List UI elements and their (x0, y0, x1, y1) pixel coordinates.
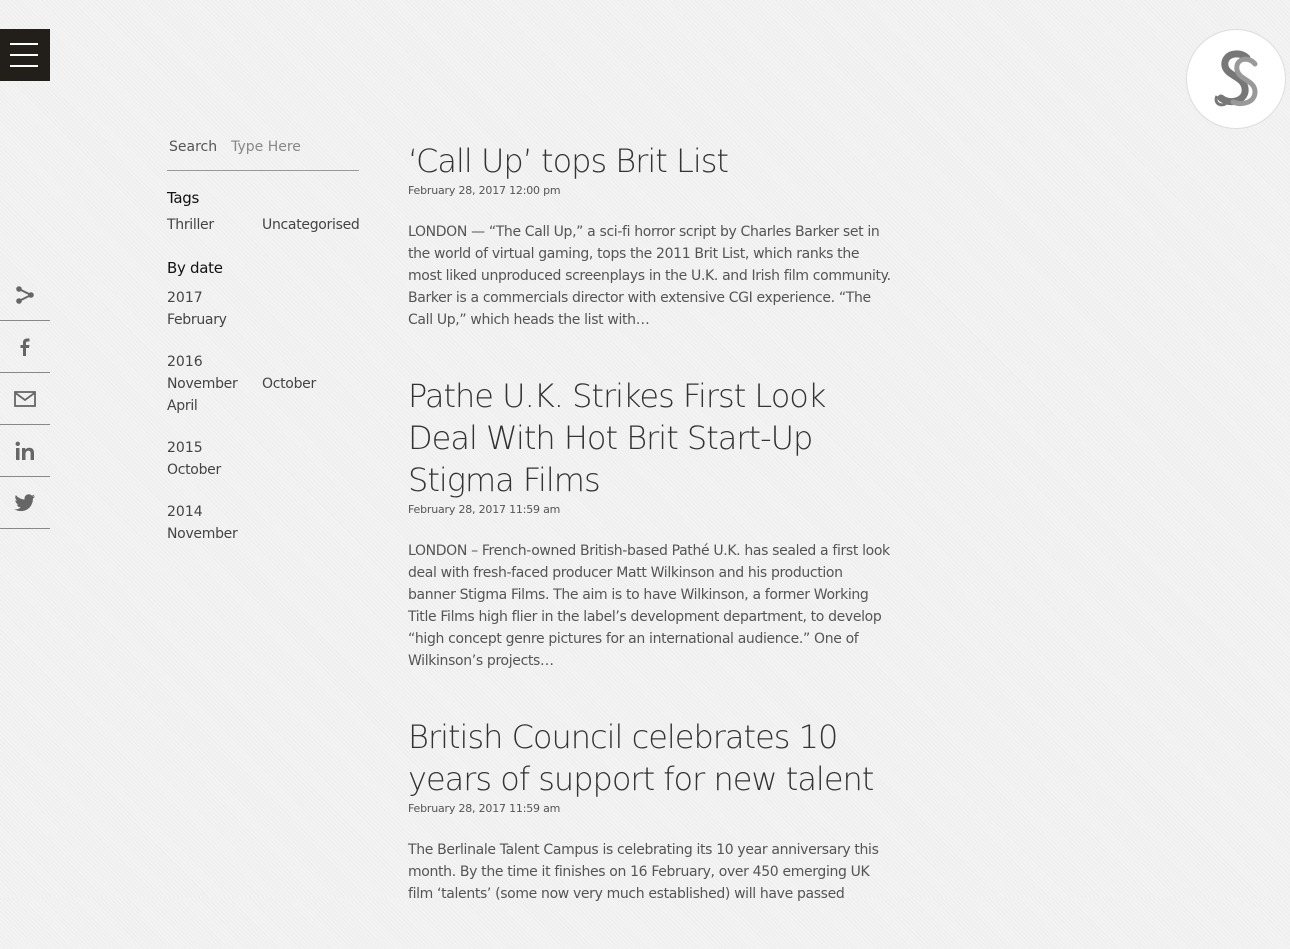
sidebar (167, 139, 359, 565)
share-bar (0, 269, 50, 529)
post-item (408, 716, 892, 905)
archive-year-label[interactable]: 2015 (167, 440, 203, 456)
post-title-link[interactable]: ‘Call Up’ tops Brit List (408, 142, 728, 180)
archive-month-link[interactable]: November (167, 526, 238, 542)
search-box (167, 139, 359, 171)
email-share-button[interactable] (0, 373, 50, 425)
post-item (408, 375, 892, 672)
facebook-share-button[interactable] (0, 321, 50, 373)
post-excerpt: LONDON – French-owned British-based Pathé U.K. has sealed a first look deal with fresh-faced producer Matt Wilkinson and his production banner Stigma Films. The aim is to have Wilkinson, a former Working Title Films high flier in the label’s development department, to develop “high concept genre pictures for an international audience.” One of Wilkinson’s projects… (408, 543, 890, 669)
post-date: February 28, 2017 12:00 pm (408, 184, 561, 197)
twitter-icon (14, 494, 36, 512)
facebook-icon (15, 337, 35, 357)
archive-year-2016 (167, 351, 359, 417)
hamburger-icon (10, 43, 38, 45)
tag-link-thriller[interactable]: Thriller (167, 217, 214, 233)
archive-month-link[interactable]: October (167, 462, 221, 478)
s-monogram-logo (1203, 46, 1269, 112)
hamburger-icon-line (10, 54, 38, 56)
tag-link-uncategorised[interactable]: Uncategorised (262, 217, 360, 233)
hamburger-icon-line (10, 65, 38, 67)
linkedin-share-button[interactable] (0, 425, 50, 477)
tags-heading: Tags (167, 189, 200, 207)
archive-year-2017 (167, 287, 359, 331)
archive-year-2014 (167, 501, 359, 545)
site-logo[interactable] (1186, 29, 1286, 129)
archive-month-link[interactable]: February (167, 312, 227, 328)
post-excerpt: LONDON — “The Call Up,” a sci-fi horror script by Charles Barker set in the world of virtual gaming, tops the 2011 Brit List, which ranks the most liked unproduced screenplays in the U.K. and Irish film community. Barker is a commercials director with extensive CGI experience. “The Call Up,” which heads the list with… (408, 224, 891, 328)
archive-month-link[interactable]: November (167, 376, 238, 392)
post-item (408, 140, 892, 331)
linkedin-icon (15, 441, 35, 461)
email-icon (14, 391, 36, 407)
search-input[interactable] (231, 139, 351, 155)
archive-year-2015 (167, 437, 359, 481)
bydate-heading: By date (167, 259, 223, 277)
post-date: February 28, 2017 11:59 am (408, 503, 561, 516)
archive-year-label[interactable]: 2017 (167, 290, 203, 306)
twitter-share-button[interactable] (0, 477, 50, 529)
menu-button[interactable] (0, 29, 50, 81)
archive-month-link[interactable]: April (167, 398, 198, 414)
archive-month-link[interactable]: October (262, 376, 316, 392)
post-list (408, 140, 892, 949)
archive-year-label[interactable]: 2016 (167, 354, 203, 370)
post-title-link[interactable]: Pathe U.K. Strikes First Look Deal With Hot Brit Start-Up Stigma Films (408, 377, 826, 499)
share-button[interactable] (0, 269, 50, 321)
tag-list (167, 217, 359, 233)
share-icon (15, 285, 35, 305)
archive-year-label[interactable]: 2014 (167, 504, 203, 520)
post-title-link[interactable]: British Council celebrates 10 years of support for new talent (408, 718, 874, 798)
post-excerpt: The Berlinale Talent Campus is celebrating its 10 year anniversary this month. By the time it finishes on 16 February, over 450 emerging UK film ‘talents’ (some now very much established) will have passed (408, 842, 879, 902)
search-label: Search (169, 139, 218, 155)
post-date: February 28, 2017 11:59 am (408, 802, 561, 815)
